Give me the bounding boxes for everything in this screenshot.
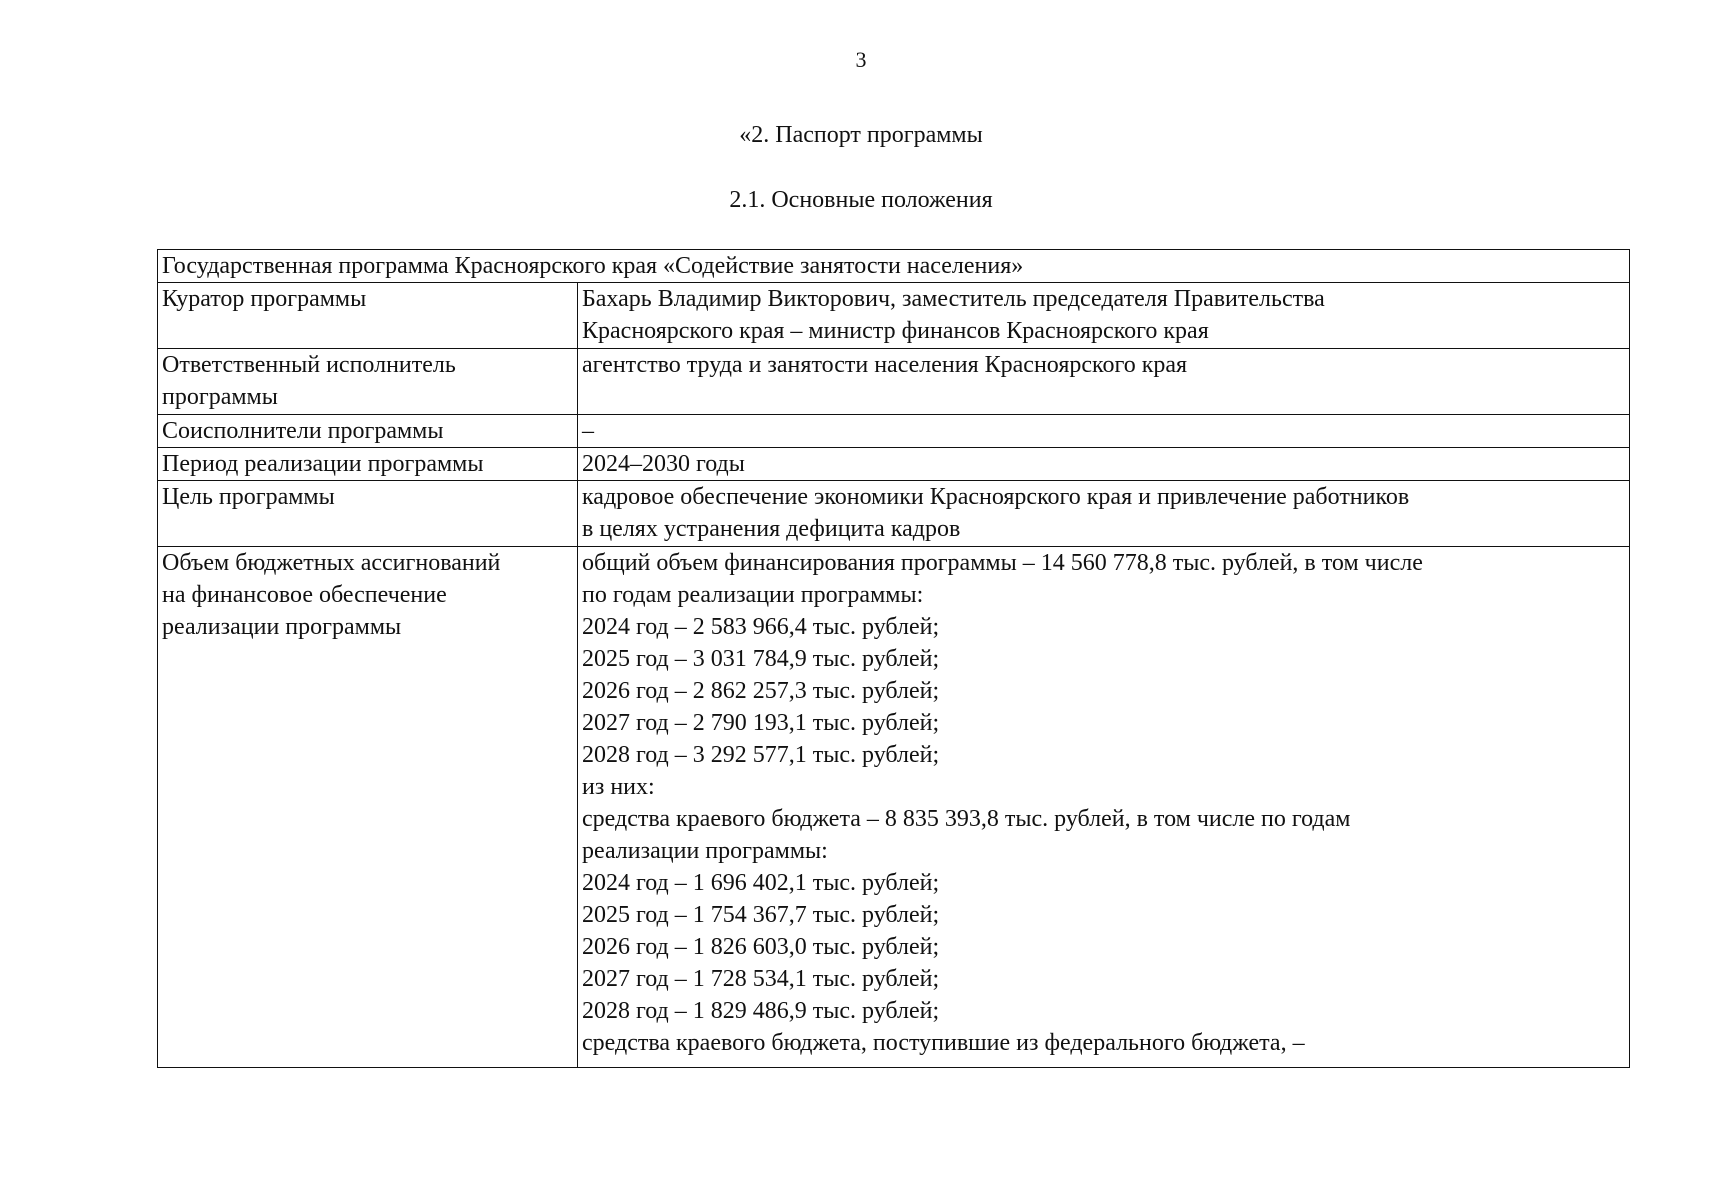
budget-year-line: 2026 год – 2 862 257,3 тыс. рублей; [582, 678, 940, 704]
budget-line: из них: [582, 774, 655, 800]
regional-budget-year-line: 2024 год – 1 696 402,1 тыс. рублей; [582, 870, 940, 896]
row-label: программы [162, 384, 278, 410]
budget-value-cell [578, 547, 1630, 1068]
period-label-cell [158, 448, 578, 481]
goal-label-cell [158, 481, 578, 547]
table-row-period [158, 448, 1630, 481]
curator-label-cell [158, 283, 578, 349]
row-value-line: агентство труда и занятости населения Красноярского края [582, 352, 1188, 378]
regional-budget-year-line: 2028 год – 1 829 486,9 тыс. рублей; [582, 998, 940, 1024]
responsible-executor-label-cell [158, 349, 578, 415]
row-value-line: 2024–2030 годы [582, 451, 745, 477]
federal-transfer-line: средства краевого бюджета, поступившие из федерального бюджета, – [582, 1030, 1305, 1056]
row-label: Соисполнители программы [162, 418, 444, 444]
budget-year-line: 2025 год – 3 031 784,9 тыс. рублей; [582, 646, 940, 672]
budget-line: по годам реализации программы: [582, 582, 924, 608]
row-label: Куратор программы [162, 286, 367, 312]
curator-value-cell [578, 283, 1630, 349]
budget-year-line: 2024 год – 2 583 966,4 тыс. рублей; [582, 614, 940, 640]
table-row-responsible-executor [158, 349, 1630, 415]
row-value-line: Красноярского края – министр финансов Красноярского края [582, 318, 1209, 344]
section-subtitle: 2.1. Основные положения [729, 187, 993, 213]
regional-budget-year-line: 2027 год – 1 728 534,1 тыс. рублей; [582, 966, 940, 992]
budget-label-cell [158, 547, 578, 1068]
document-title: «2. Паспорт программы [739, 122, 983, 148]
row-label: Ответственный исполнитель [162, 352, 456, 378]
table-row-goal [158, 481, 1630, 547]
row-label: Объем бюджетных ассигнований [162, 550, 501, 576]
row-value-line: в целях устранения дефицита кадров [582, 516, 961, 542]
table-row-co-executors [158, 415, 1630, 448]
row-value-line: кадровое обеспечение экономики Красноярского края и привлечение работников [582, 484, 1410, 510]
regional-budget-year-line: 2025 год – 1 754 367,7 тыс. рублей; [582, 902, 940, 928]
program-name: Государственная программа Красноярского края «Содействие занятости населения» [162, 253, 1024, 279]
budget-line: реализации программы: [582, 838, 828, 864]
period-value-cell [578, 448, 1630, 481]
row-label: Период реализации программы [162, 451, 484, 477]
row-label: реализации программы [162, 614, 402, 640]
table-header-row [158, 250, 1630, 283]
page-number: 3 [855, 47, 867, 72]
row-value-line: – [582, 418, 594, 444]
program-name-cell [158, 250, 1630, 283]
row-value-line: Бахарь Владимир Викторович, заместитель председателя Правительства [582, 286, 1325, 312]
co-executors-label-cell [158, 415, 578, 448]
budget-year-line: 2028 год – 3 292 577,1 тыс. рублей; [582, 742, 940, 768]
table-row-curator [158, 283, 1630, 349]
budget-year-line: 2027 год – 2 790 193,1 тыс. рублей; [582, 710, 940, 736]
goal-value-cell [578, 481, 1630, 547]
row-label: на финансовое обеспечение [162, 582, 447, 608]
row-label: Цель программы [162, 484, 335, 510]
regional-budget-line: средства краевого бюджета – 8 835 393,8 тыс. рублей, в том числе по годам [582, 806, 1351, 832]
table-row-budget-allocations [158, 547, 1630, 1068]
budget-total-line: общий объем финансирования программы – 14 560 778,8 тыс. рублей, в том числе [582, 550, 1423, 576]
program-passport-table [157, 249, 1630, 1068]
co-executors-value-cell [578, 415, 1630, 448]
responsible-executor-value-cell [578, 349, 1630, 415]
regional-budget-year-line: 2026 год – 1 826 603,0 тыс. рублей; [582, 934, 940, 960]
